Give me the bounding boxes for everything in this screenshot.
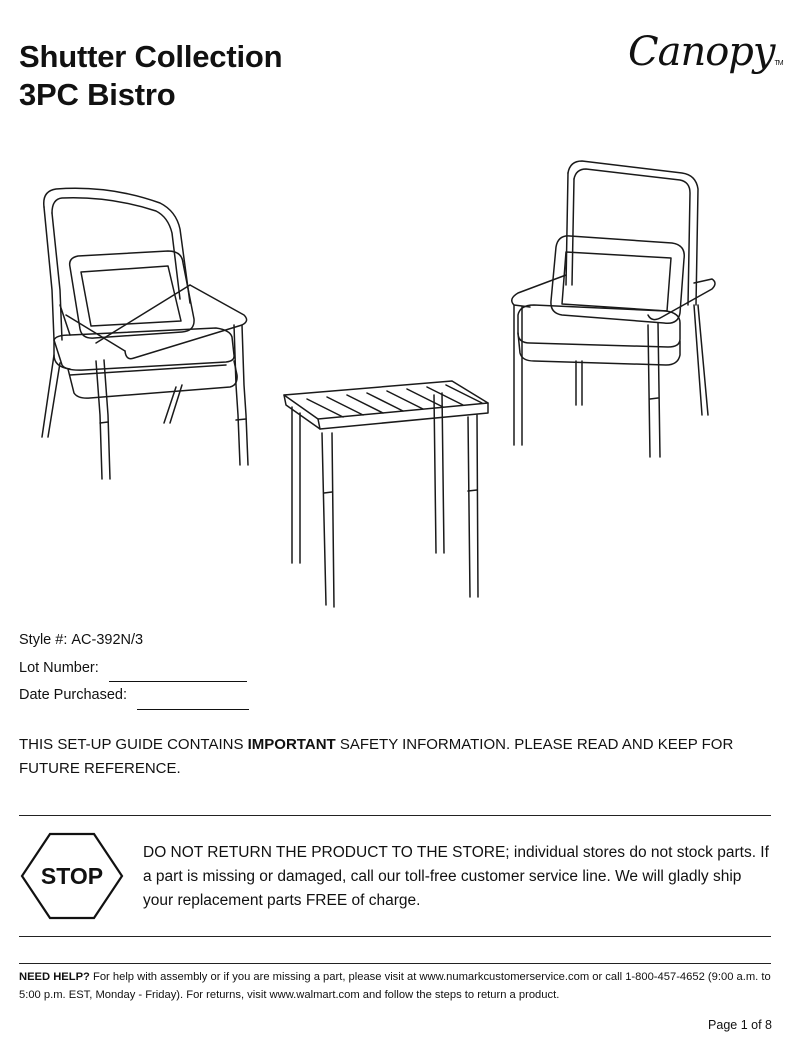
style-label: Style #: xyxy=(19,632,68,648)
chair-icon xyxy=(512,161,715,457)
notice-emphasis: IMPORTANT xyxy=(247,736,336,753)
safety-notice xyxy=(19,733,759,781)
help-text: For help with assembly or if you are missing a part, please visit at www.numarkcustomerservice.com or call 1-800-457-4652 (9:00 a.m. to 5:00 p.m. EST, Monday - Friday). For returns, visit www.walmart.com and follow the steps to return a product. xyxy=(19,971,771,1001)
stop-sign xyxy=(20,832,124,920)
style-value: AC-392N/3 xyxy=(71,632,144,648)
table-icon xyxy=(284,381,488,607)
date-purchased-blank[interactable] xyxy=(137,694,249,710)
divider-bottom xyxy=(19,963,771,964)
page-title xyxy=(19,38,282,114)
trademark-mark: TM xyxy=(774,60,783,67)
title-line-2: 3PC Bistro xyxy=(19,77,176,112)
lot-number-blank[interactable] xyxy=(109,666,247,682)
help-label: NEED HELP? xyxy=(19,971,90,983)
brand-name: Canopy xyxy=(628,29,775,75)
title-line-1: Shutter Collection xyxy=(19,39,283,74)
divider-middle xyxy=(19,936,771,937)
notice-text-2: SAFETY INFORMATION. PLEASE READ AND KEEP FOR FUTURE REFERENCE. xyxy=(19,736,734,777)
chair-icon xyxy=(42,188,248,479)
divider-top xyxy=(19,815,771,816)
date-purchased-label: Date Purchased: xyxy=(19,687,128,703)
help-section xyxy=(19,968,789,1004)
return-policy-text: DO NOT RETURN THE PRODUCT TO THE STORE; individual stores do not stock parts. If a part is missing or damaged, call our toll-free customer service line. We will gladly ship your replacement parts FREE of charge. xyxy=(143,844,769,909)
notice-text-1: THIS SET-UP GUIDE CONTAINS xyxy=(19,736,248,753)
date-purchased-row xyxy=(19,682,249,710)
product-info-fields xyxy=(19,627,249,710)
brand-logo xyxy=(628,22,783,82)
lot-number-row xyxy=(19,655,249,683)
product-illustration xyxy=(30,155,730,615)
style-number-row xyxy=(19,627,249,655)
stop-label: STOP xyxy=(40,862,104,889)
page-number: Page 1 of 8 xyxy=(708,1018,772,1032)
lot-number-label: Lot Number: xyxy=(19,659,99,676)
